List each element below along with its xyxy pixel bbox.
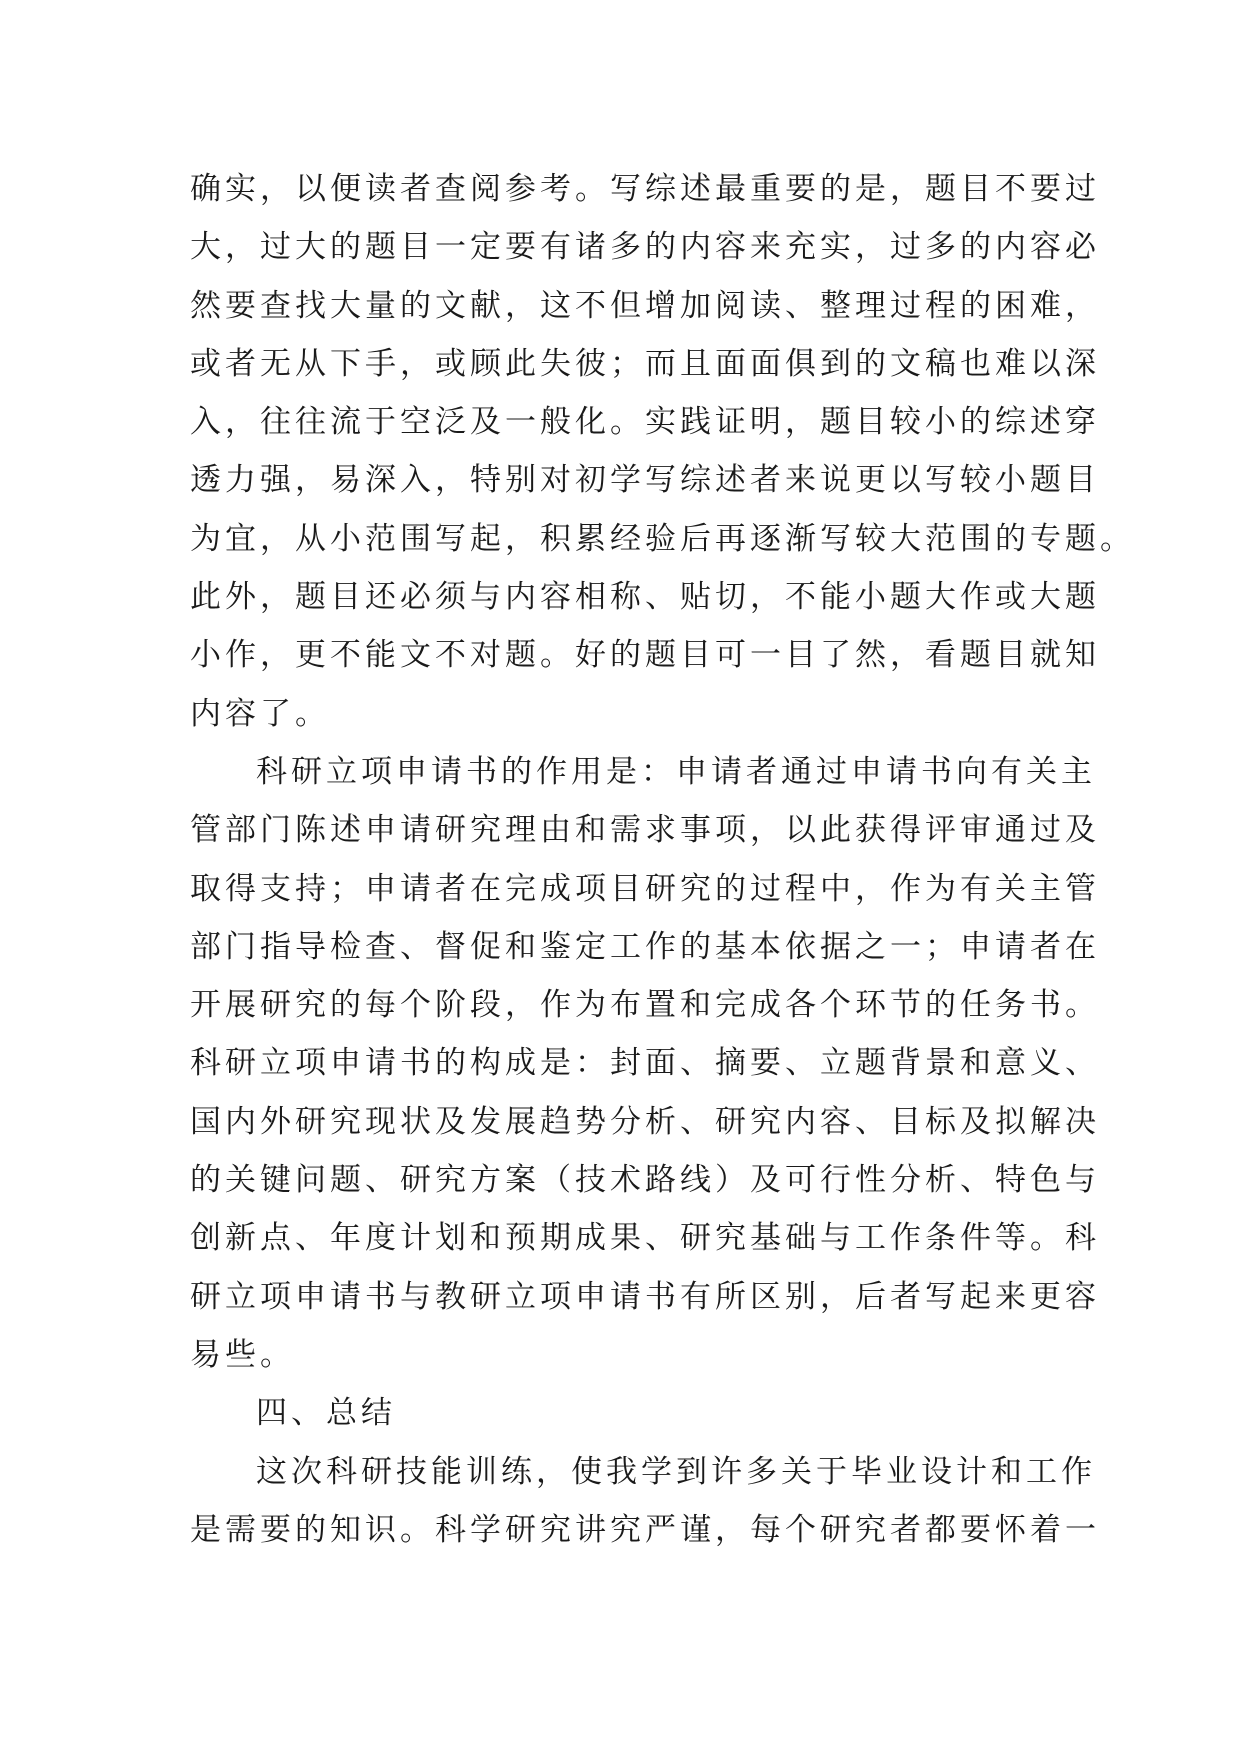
paragraph-line: 创新点、年度计划和预期成果、研究基础与工作条件等。科 [190,1220,1100,1257]
paragraph-line: 内容了。 [190,695,330,732]
paragraph-line: 研立项申请书与教研立项申请书有所区别，后者写起来更容 [190,1278,1100,1315]
paragraph-line: 此外，题目还必须与内容相称、贴切，不能小题大作或大题 [190,579,1100,616]
paragraph-line: 开展研究的每个阶段，作为布置和完成各个环节的任务书。 [190,987,1100,1024]
paragraph-line: 小作，更不能文不对题。好的题目可一目了然，看题目就知 [190,637,1100,674]
paragraph-line: 的关键问题、研究方案（技术路线）及可行性分析、特色与 [190,1162,1100,1199]
paragraph-line: 透力强，易深入，特别对初学写综述者来说更以写较小题目 [190,462,1100,499]
paragraph-line: 大，过大的题目一定要有诸多的内容来充实，过多的内容必 [190,229,1100,266]
paragraph-line: 为宜，从小范围写起，积累经验后再逐渐写较大范围的专题。 [190,520,1135,557]
paragraph-line: 入，往往流于空泛及一般化。实践证明，题目较小的综述穿 [190,404,1100,441]
paragraph-line: 是需要的知识。科学研究讲究严谨，每个研究者都要怀着一 [190,1511,1100,1548]
document-body [190,160,1135,1559]
paragraph-line: 科研立项申请书的构成是：封面、摘要、立题背景和意义、 [190,1045,1100,1082]
paragraph-line: 确实，以便读者查阅参考。写综述最重要的是，题目不要过 [190,171,1100,207]
paragraph-first-line: 这次科研技能训练，使我学到许多关于毕业设计和工作 [256,1453,1096,1490]
paragraph-line: 然要查找大量的文献，这不但增加阅读、整理过程的困难， [190,287,1100,324]
paragraph-first-line: 科研立项申请书的作用是：申请者通过申请书向有关主 [256,753,1096,790]
paragraph-line: 取得支持；申请者在完成项目研究的过程中，作为有关主管 [190,870,1100,907]
paragraph-line: 管部门陈述申请研究理由和需求事项，以此获得评审通过及 [190,812,1100,849]
section-heading: 四、总结 [256,1395,396,1432]
paragraph-line: 部门指导检查、督促和鉴定工作的基本依据之一；申请者在 [190,928,1100,965]
paragraph-line: 易些。 [190,1336,295,1373]
paragraph-line: 或者无从下手，或顾此失彼；而且面面俱到的文稿也难以深 [190,345,1100,382]
paragraph-line: 国内外研究现状及发展趋势分析、研究内容、目标及拟解决 [190,1103,1100,1140]
